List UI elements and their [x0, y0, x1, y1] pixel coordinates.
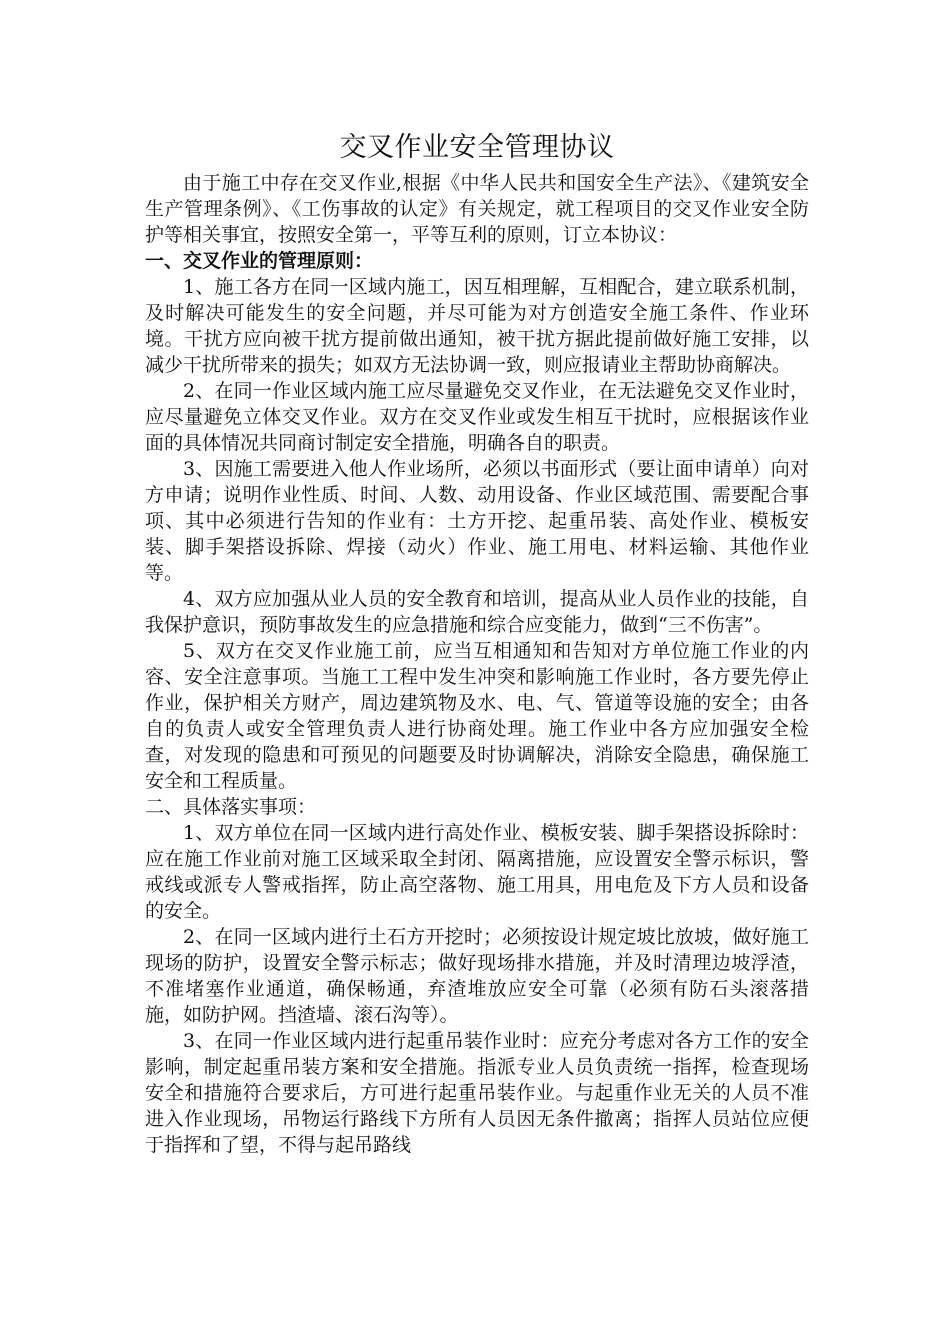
- section-1-item: 5、双方在交叉作业施工前，应当互相通知和告知对方单位施工作业的内容、安全注意事项。当施工工程中发生冲突和影响施工作业时，各方要先停止作业，保护相关方财产，周边建筑物及水、电、气、管道等设施的安全；由各自的负责人或安全管理负责人进行协商处理。施工作业中各方应加强安全检查，对发现的隐患和可预见的问题要及时协调解决，消除安全隐患，确保施工安全和工程质量。: [145, 640, 809, 792]
- section-1-item: 2、在同一作业区域内施工应尽量避免交叉作业，在无法避免交叉作业时，应尽量避免立体交叉作业。双方在交叉作业或发生相互干扰时，应根据该作业面的具体情况共同商讨制定安全措施，明确各自的职责。: [145, 380, 809, 454]
- section-1-item: 3、因施工需要进入他人作业场所，必须以书面形式（要让面申请单）向对方申请；说明作业性质、时间、人数、动用设备、作业区域范围、需要配合事项、其中必须进行告知的作业有：土方开挖、起重吊装、高处作业、模板安装、脚手架搭设拆除、焊接（动火）作业、施工用电、材料运输、其他作业等。: [145, 458, 809, 584]
- document-title: 交叉作业安全管理协议: [339, 132, 615, 163]
- section-2-heading: 二、具体落实事项：: [145, 796, 317, 818]
- section-2-item: 2、在同一区域内进行土石方开挖时；必须按设计规定坡比放坡，做好施工现场的防护，设置安全警示标志；做好现场排水措施，并及时清理边坡浮渣，不准堵塞作业通道，确保畅通，弃渣堆放应安全可靠（必须有防石头滚落措施，如防护网。挡渣墙、滚石沟等）。: [145, 926, 809, 1026]
- section-1-item: 1、施工各方在同一区域内施工，因互相理解，互相配合，建立联系机制，及时解决可能发生的安全问题，并尽可能为对方创造安全施工条件、作业环境。干扰方应向被干扰方提前做出通知，被干扰方据此提前做好施工安排，以减少干扰所带来的损失；如双方无法协调一致，则应报请业主帮助协商解决。: [145, 276, 809, 376]
- section-2-item: 1、双方单位在同一区域内进行高处作业、模板安装、脚手架搭设拆除时：应在施工作业前对施工区域采取全封闭、隔离措施，应设置安全警示标识，警戒线或派专人警戒指挥，防止高空落物、施工用具，用电危及下方人员和设备的安全。: [145, 822, 809, 922]
- section-2-item: 3、在同一作业区域内进行起重吊装作业时：应充分考虑对各方工作的安全影响，制定起重吊装方案和安全措施。指派专业人员负责统一指挥，检查现场安全和措施符合要求后，方可进行起重吊装作业。与起重作业无关的人员不准进入作业现场，吊物运行路线下方所有人员因无条件撤离；指挥人员站位应便于指挥和了望，不得与起吊路线: [145, 1030, 809, 1156]
- section-1-heading: 一、交叉作业的管理原则：: [145, 250, 374, 272]
- intro-paragraph: 由于施工中存在交叉作业,根据《中华人民共和国安全生产法》、《建筑安全生产管理条例》、《工伤事故的认定》有关规定，就工程项目的交叉作业安全防护等相关事宜，按照安全第一，平等互利的原则，订立本协议：: [145, 172, 809, 246]
- section-1-item: 4、双方应加强从业人员的安全教育和培训，提高从业人员作业的技能，自我保护意识，预防事故发生的应急措施和综合应变能力，做到“三不伤害”。: [145, 588, 809, 636]
- document-page: [145, 128, 809, 1158]
